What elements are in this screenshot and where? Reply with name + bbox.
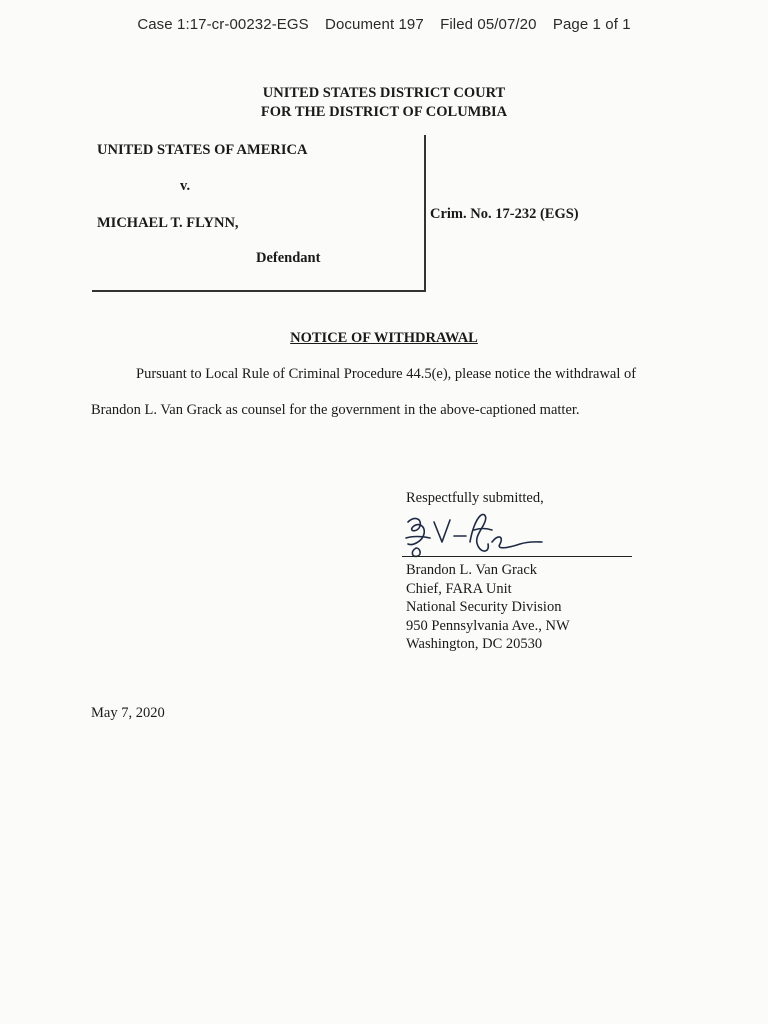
document-number: Document 197 bbox=[325, 16, 424, 33]
document-date: May 7, 2020 bbox=[91, 705, 165, 721]
signer-address-line-2: Washington, DC 20530 bbox=[406, 636, 543, 652]
signature-block bbox=[406, 561, 570, 654]
signature-line bbox=[402, 556, 632, 557]
body-paragraph-line-1: Pursuant to Local Rule of Criminal Procedure 44.5(e), please notice the withdrawal of bbox=[136, 366, 637, 382]
signer-division: National Security Division bbox=[406, 599, 562, 615]
page-indicator: Page 1 of 1 bbox=[552, 16, 631, 33]
filed-date: Filed 05/07/20 bbox=[440, 16, 537, 33]
document-title: NOTICE OF WITHDRAWAL bbox=[290, 330, 478, 346]
signer-name: Brandon L. Van Grack bbox=[406, 562, 538, 578]
court-name: UNITED STATES DISTRICT COURT bbox=[262, 85, 506, 101]
court-district: FOR THE DISTRICT OF COLUMBIA bbox=[260, 104, 508, 120]
signer-title: Chief, FARA Unit bbox=[406, 580, 512, 597]
case-number: Crim. No. 17-232 (EGS) bbox=[430, 206, 579, 222]
body-paragraph-line-2: Brandon L. Van Grack as counsel for the government in the above-captioned matter. bbox=[91, 402, 580, 418]
caption-versus: v. bbox=[180, 178, 191, 194]
signer-address-line-1: 950 Pennsylvania Ave., NW bbox=[406, 617, 570, 634]
case-identifier: Case 1:17-cr-00232-EGS bbox=[137, 16, 309, 33]
closing-phrase: Respectfully submitted, bbox=[406, 490, 544, 506]
caption-plaintiff: UNITED STATES OF AMERICA bbox=[97, 142, 308, 158]
caption-divider-vertical bbox=[424, 135, 426, 290]
caption-defendant-label: Defendant bbox=[256, 250, 321, 266]
ecf-header-stamp bbox=[0, 16, 768, 33]
court-heading bbox=[0, 84, 768, 122]
caption-divider-horizontal bbox=[92, 290, 426, 292]
caption-defendant: MICHAEL T. FLYNN, bbox=[97, 215, 239, 231]
